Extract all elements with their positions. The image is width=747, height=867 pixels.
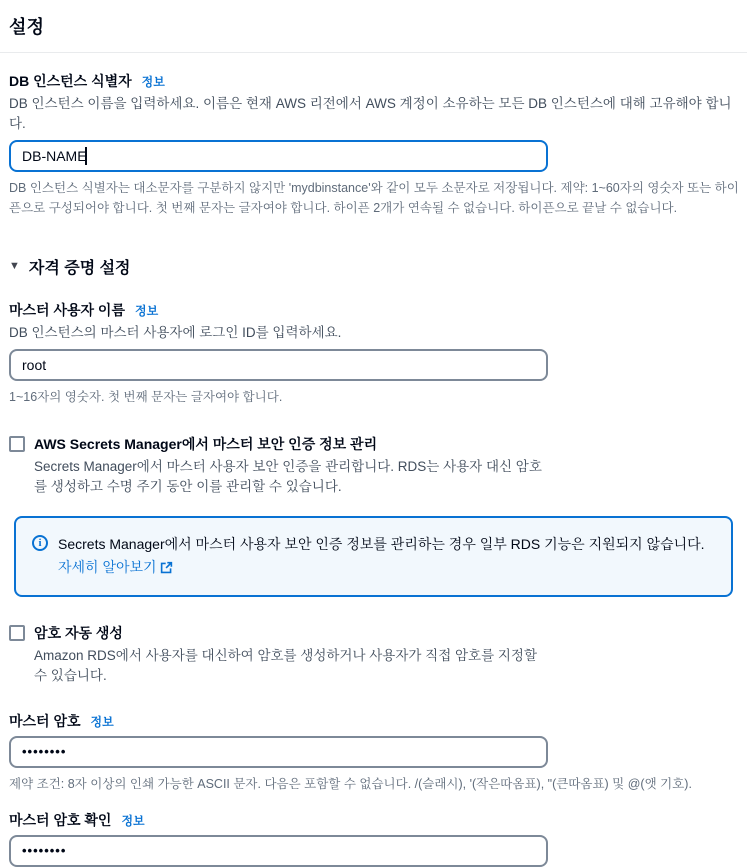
credentials-section-title: 자격 증명 설정 [28, 259, 131, 277]
master-username-info-link[interactable]: 정보 [134, 303, 159, 318]
autogen-password-option [9, 623, 739, 687]
secrets-manager-option [9, 434, 739, 498]
master-username-field [9, 300, 739, 408]
chevron-down-icon: ▼ [9, 259, 20, 272]
credentials-section-toggle[interactable] [9, 255, 739, 278]
master-username-input[interactable] [9, 349, 548, 381]
external-link-icon [160, 558, 173, 580]
settings-panel-header [0, 0, 747, 53]
info-icon: i [32, 535, 48, 551]
master-username-label: 마스터 사용자 이름 [9, 301, 125, 318]
text-cursor [85, 147, 87, 165]
secrets-manager-checkbox-label[interactable]: AWS Secrets Manager에서 마스터 보안 인증 정보 관리 [34, 435, 378, 452]
master-password-info-link[interactable]: 정보 [90, 714, 114, 729]
secrets-manager-checkbox[interactable] [9, 436, 25, 452]
master-password-label: 마스터 암호 [9, 712, 81, 729]
db-identifier-description: DB 인스턴스 이름을 입력하세요. 이름은 현재 AWS 리전에서 AWS 계정이 소유하는 모든 DB 인스턴스에 대해 고유해야 합니다. [9, 96, 732, 131]
db-identifier-input[interactable] [9, 140, 548, 172]
master-username-constraint: 1~16자의 영숫자. 첫 번째 문자는 글자여야 합니다. [9, 390, 283, 405]
confirm-password-info-link[interactable]: 정보 [121, 813, 145, 828]
page-title: 설정 [9, 17, 45, 37]
master-password-field [9, 711, 739, 794]
db-identifier-info-link[interactable]: 정보 [141, 75, 165, 89]
db-identifier-field [9, 71, 739, 218]
autogen-password-checkbox-label[interactable]: 암호 자동 생성 [34, 625, 123, 642]
db-identifier-constraint: DB 인스턴스 식별자는 대소문자를 구분하지 않지만 'mydbinstance'와 같이 모두 소문자로 저장됩니다. 제약: 1~60자의 영숫자 또는 하이픈으로 구성되어야 합니다. 첫 번째 문자는 글자여야 합니다. 하이픈 2개가 연속될 수 없습니다. 하이픈으로 끝날 수 없습니다. [9, 181, 739, 215]
autogen-password-checkbox[interactable] [9, 625, 25, 641]
confirm-password-label: 마스터 암호 확인 [9, 811, 112, 828]
master-password-constraint: 제약 조건: 8자 이상의 인쇄 가능한 ASCII 문자. 다음은 포함할 수 없습니다. /(슬래시), '(작은따옴표), "(큰따옴표) 및 @(앳 기호). [9, 776, 692, 791]
alert-message: Secrets Manager에서 마스터 사용자 보안 인증 정보를 관리하는 경우 일부 RDS 기능은 지원되지 않습니다. [58, 536, 705, 553]
secrets-manager-description: Secrets Manager에서 마스터 사용자 보안 인증을 관리합니다. RDS는 사용자 대신 암호를 생성하고 수명 주기 동안 이를 관리할 수 있습니다. [34, 458, 542, 495]
settings-form [0, 71, 747, 867]
db-identifier-label: DB 인스턴스 식별자 [9, 73, 132, 89]
confirm-password-input[interactable] [9, 835, 548, 867]
secrets-manager-info-alert [14, 516, 733, 597]
master-username-description: DB 인스턴스의 마스터 사용자에 로그인 ID를 입력하세요. [9, 324, 342, 340]
autogen-password-description: Amazon RDS에서 사용자를 대신하여 암호를 생성하거나 사용자가 직접 암호를 지정할 수 있습니다. [34, 648, 538, 684]
learn-more-link[interactable]: 자세히 알아보기 [58, 558, 157, 575]
confirm-password-field [9, 810, 739, 867]
master-password-input[interactable] [9, 736, 548, 768]
